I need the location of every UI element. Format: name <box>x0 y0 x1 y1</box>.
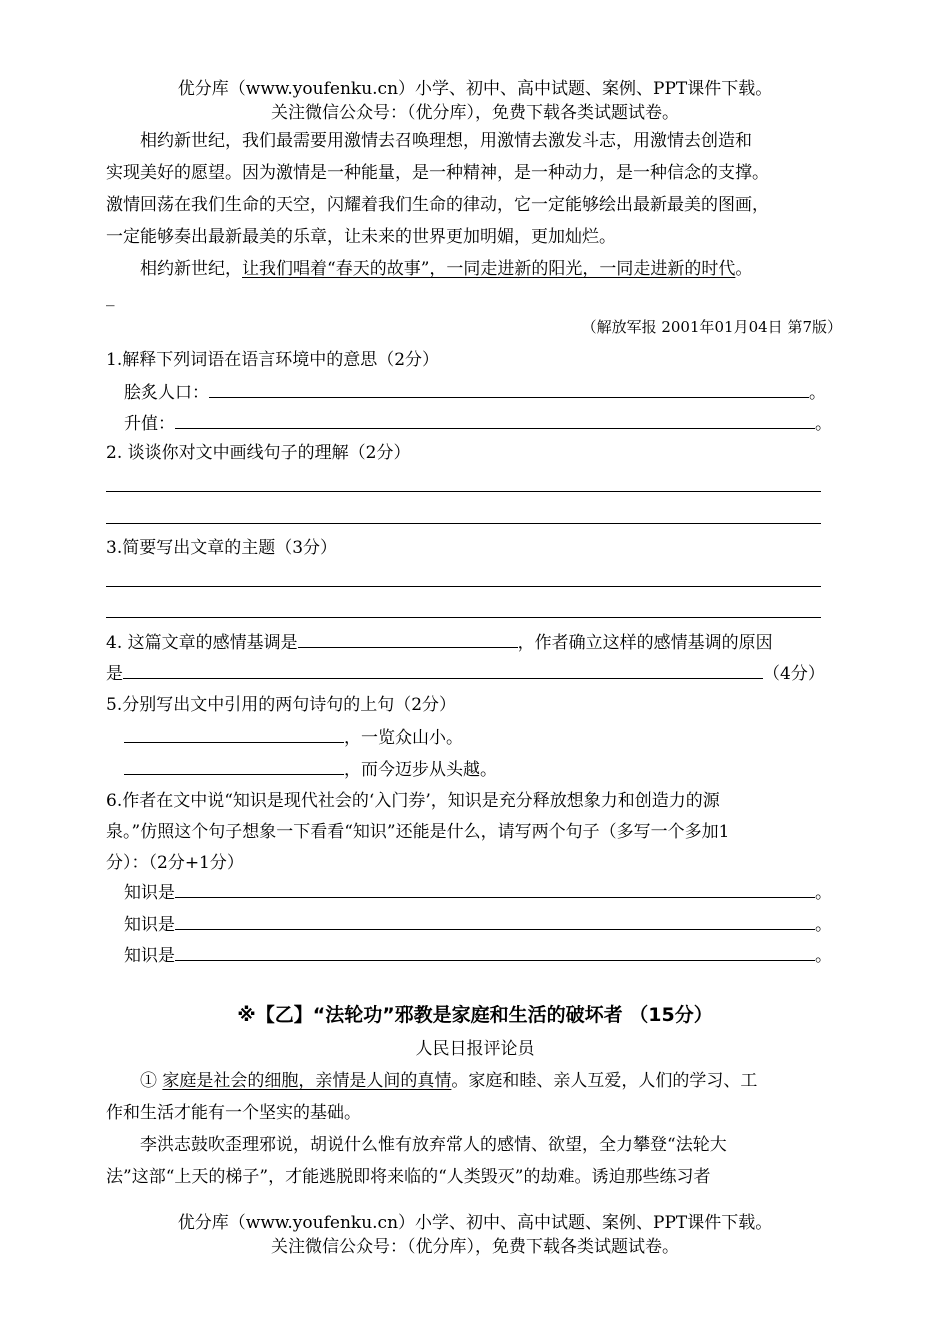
footer-line-1: 优分库（www.youfenku.cn）小学、初中、高中试题、案例、PPT课件下载。 <box>177 1213 773 1233</box>
q1-term-a <box>124 381 826 404</box>
q4-score: （4分） <box>763 664 825 684</box>
q3-answer-line-1[interactable] <box>106 586 821 587</box>
passage-b-p2-line2: 法”这部“上天的梯子”，才能逃脱即将来临的“人类毁灭”的劫难。诱迫那些练习者 <box>106 1167 711 1187</box>
passage-a-p2-end: 。 <box>735 259 753 279</box>
passage-b-title: ※【乙】“法轮功”邪教是家庭和生活的破坏者 （15分） <box>237 1004 713 1026</box>
passage-b-p1 <box>140 1070 757 1092</box>
q5-answer-b-blank[interactable] <box>124 758 344 775</box>
question-3: 3.简要写出文章的主题（3分） <box>106 538 338 558</box>
q5-answer-a-blank[interactable] <box>124 726 344 743</box>
q6-sentence-3 <box>124 944 832 967</box>
q5-verse-b: ，而今迈步从头越。 <box>344 760 497 780</box>
question-2: 2. 谈谈你对文中画线句子的理解（2分） <box>106 443 411 463</box>
question-6-line2: 泉。”仿照这个句子想象一下看看“知识”还能是什么，请写两个句子（多写一个多加1 <box>106 822 730 842</box>
q1-answer-b-blank[interactable] <box>175 412 815 429</box>
question-6-line3: 分）：（2分+1分） <box>106 853 244 873</box>
q6-period-3: 。 <box>815 946 832 966</box>
q6-period-1: 。 <box>815 883 832 903</box>
question-1: 1.解释下列词语在语言环境中的意思（2分） <box>106 350 440 370</box>
passage-a-p1-line1: 相约新世纪，我们最需要用激情去召唤理想，用激情去激发斗志，用激情去创造和 <box>140 131 752 151</box>
q1-period-a: 。 <box>809 383 826 403</box>
q6-answer-2-blank[interactable] <box>175 913 815 930</box>
header-line-1: 优分库（www.youfenku.cn）小学、初中、高中试题、案例、PPT课件下载。 <box>177 79 773 99</box>
q4-text-b: ，作者确立这样的感情基调的原因 <box>517 633 773 653</box>
header-line-2: 关注微信公众号：（优分库），免费下载各类试题试卷。 <box>271 103 679 123</box>
question-4-line1 <box>106 631 773 654</box>
passage-a-source: （解放军报 2001年01月04日 第7版） <box>581 318 842 336</box>
passage-b-p1-number: ① <box>140 1071 163 1091</box>
question-6-line1: 6.作者在文中说“知识是现代社会的‘入门券’，知识是充分释放想象力和创造力的源 <box>106 791 720 811</box>
q6-answer-3-blank[interactable] <box>175 944 815 961</box>
q1-answer-a-blank[interactable] <box>209 381 809 398</box>
q5-line-b <box>124 758 497 781</box>
passage-a-p1-line4: 一定能够奏出最新最美的乐章，让未来的世界更加明媚，更加灿烂。 <box>106 227 616 247</box>
q6-prefix-1: 知识是 <box>124 883 175 903</box>
q1-term-b-label: 升值： <box>124 414 175 434</box>
q3-answer-line-2[interactable] <box>106 617 821 618</box>
q5-verse-a: ，一览众山小。 <box>344 728 463 748</box>
footer-line-2: 关注微信公众号：（优分库），免费下载各类试题试卷。 <box>271 1237 679 1257</box>
q6-period-2: 。 <box>815 915 832 935</box>
q6-prefix-3: 知识是 <box>124 946 175 966</box>
passage-a-p1-line3: 激情回荡在我们生命的天空，闪耀着我们生命的律动，它一定能够绘出最新最美的图画， <box>106 195 769 215</box>
q1-term-a-label: 脍炙人口： <box>124 383 209 403</box>
q4-text-a: 4. 这篇文章的感情基调是 <box>106 633 298 653</box>
passage-a-p2 <box>140 258 752 280</box>
stray-mark: _ <box>106 287 115 307</box>
question-5: 5.分别写出文中引用的两句诗句的上句（2分） <box>106 695 457 715</box>
q4-reason-blank[interactable] <box>123 662 763 679</box>
passage-b-p1-line2: 作和生活才能有一个坚实的基础。 <box>106 1103 361 1123</box>
passage-b-byline: 人民日报评论员 <box>415 1039 535 1059</box>
q1-period-b: 。 <box>815 414 832 434</box>
q6-sentence-1 <box>124 881 832 904</box>
q6-answer-1-blank[interactable] <box>175 881 815 898</box>
q2-answer-line-1[interactable] <box>106 491 821 492</box>
passage-a-p1-line2: 实现美好的愿望。因为激情是一种能量，是一种精神，是一种动力，是一种信念的支撑。 <box>106 163 769 183</box>
q4-text-c: 是 <box>106 664 123 684</box>
q6-sentence-2 <box>124 913 832 936</box>
underlined-sentence-b: 家庭是社会的细胞，亲情是人间的真情 <box>162 1071 452 1091</box>
underlined-sentence-a: 让我们唱着“春天的故事”，一同走进新的阳光，一同走进新的时代 <box>242 259 736 279</box>
passage-a-p2-plain: 相约新世纪， <box>140 259 242 279</box>
question-4-line2 <box>106 662 825 685</box>
passage-b-p2-line1: 李洪志鼓吹歪理邪说，胡说什么惟有放弃常人的感情、欲望，全力攀登“法轮大 <box>140 1135 727 1155</box>
q4-tone-blank[interactable] <box>298 631 518 648</box>
passage-b-p1-rest: 。家庭和睦、亲人互爱，人们的学习、工 <box>451 1071 758 1091</box>
q1-term-b <box>124 412 832 435</box>
q6-prefix-2: 知识是 <box>124 915 175 935</box>
q5-line-a <box>124 726 463 749</box>
q2-answer-line-2[interactable] <box>106 523 821 524</box>
